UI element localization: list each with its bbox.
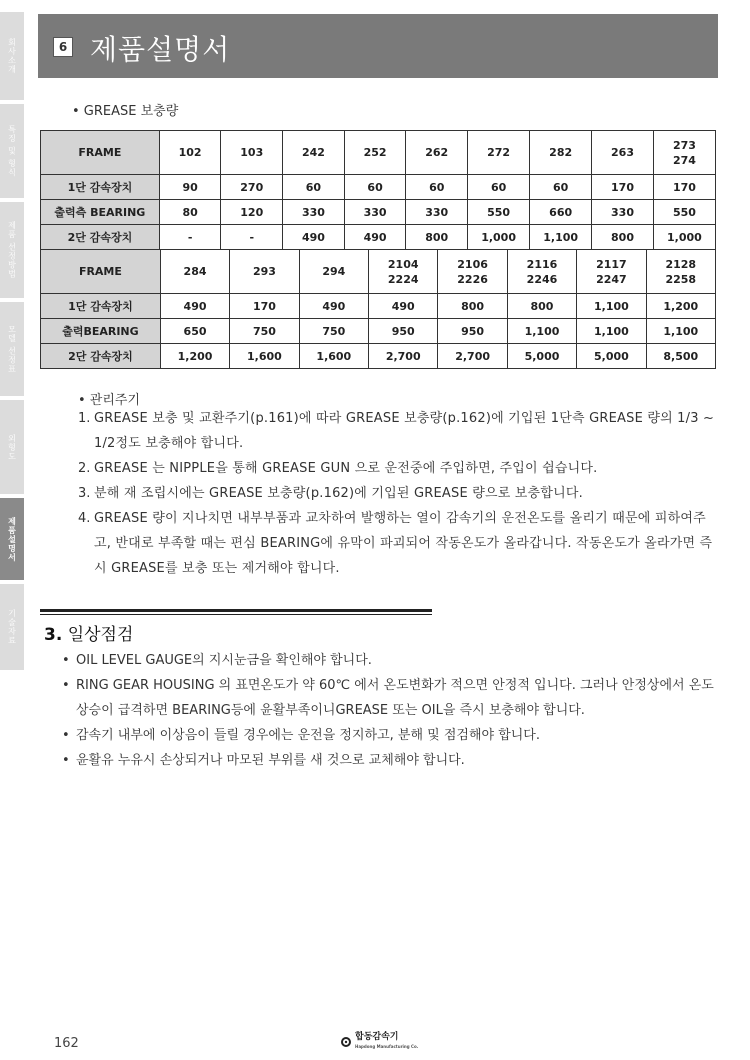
table-cell: 90 xyxy=(159,175,221,200)
table-cell: 550 xyxy=(468,200,530,225)
row-label: 출력BEARING xyxy=(41,319,161,344)
list-item xyxy=(62,723,722,748)
table-cell: 550 xyxy=(653,200,715,225)
list-number: 4. xyxy=(78,511,91,526)
bullet-icon: • xyxy=(62,753,70,768)
table-cell: 80 xyxy=(159,200,221,225)
table-cell: 330 xyxy=(406,200,468,225)
table-cell: 1,100 xyxy=(507,319,576,344)
list-text: 윤활유 누유시 손상되거나 마모된 부위를 새 것으로 교체해야 합니다. xyxy=(76,753,465,768)
grease-subtitle: • GREASE 보충량 xyxy=(72,104,179,119)
company-name-ko: 합동감속기 xyxy=(355,1032,399,1042)
section-header xyxy=(38,14,718,78)
table-cell: 330 xyxy=(283,200,345,225)
frame-value: 282 xyxy=(530,131,592,175)
frame-value: 2128 2258 xyxy=(646,250,715,294)
frame-value: 2116 2246 xyxy=(507,250,576,294)
side-tab[interactable]: 모델 선정표 xyxy=(0,302,24,396)
frame-label: FRAME xyxy=(41,250,161,294)
row-label: 출력측 BEARING xyxy=(41,200,160,225)
table-cell: 650 xyxy=(160,319,229,344)
table-cell: 120 xyxy=(221,200,283,225)
frame-value: 2104 2224 xyxy=(369,250,438,294)
table-cell: 490 xyxy=(369,294,438,319)
section-divider-thin xyxy=(40,614,432,615)
frame-value: 252 xyxy=(344,131,406,175)
frame-value: 242 xyxy=(283,131,345,175)
list-text: 감속기 내부에 이상음이 들릴 경우에는 운전을 정지하고, 분해 및 점검해야 합니다. xyxy=(76,728,541,743)
table-cell: 750 xyxy=(299,319,368,344)
table-cell: 2,700 xyxy=(438,344,507,369)
side-tab[interactable]: 제품설명서 xyxy=(0,498,24,580)
frame-value: 2106 2226 xyxy=(438,250,507,294)
section-divider xyxy=(40,609,432,612)
row-label: 2단 감속장치 xyxy=(41,225,160,250)
list-text: OIL LEVEL GAUGE의 지시눈금을 확인해야 합니다. xyxy=(76,653,372,668)
table-cell: - xyxy=(221,225,283,250)
list-item xyxy=(62,648,722,673)
page-number: 162 xyxy=(54,1036,79,1051)
row-label: 1단 감속장치 xyxy=(41,294,161,319)
frame-value: 294 xyxy=(299,250,368,294)
table-row xyxy=(41,344,716,369)
side-tab[interactable]: 기술자료 xyxy=(0,584,24,670)
grease-table-1 xyxy=(40,130,716,250)
list-text: RING GEAR HOUSING 의 표면온도가 약 60℃ 에서 온도변화가 적으면 안정적 입니다. 그러나 안정상에서 온도 상승이 급격하면 BEARING등에 윤활부족이니GREASE 또는 OIL을 즉시 보충해야 합니다. xyxy=(76,678,714,718)
table-cell: 60 xyxy=(530,175,592,200)
table-cell: 5,000 xyxy=(577,344,646,369)
table-row xyxy=(41,225,716,250)
page-title: 제품설명서 xyxy=(90,33,231,66)
row-label: 2단 감속장치 xyxy=(41,344,161,369)
frame-value: 293 xyxy=(230,250,299,294)
side-tab[interactable]: 외형도 xyxy=(0,400,24,494)
table-cell: 5,000 xyxy=(507,344,576,369)
table-cell: 2,700 xyxy=(369,344,438,369)
list-text: GREASE 보충 및 교환주기(p.161)에 따라 GREASE 보충량(p.162)에 기입된 1단측 GREASE 량의 1/3 ~ 1/2정도 보충해야 합니다. xyxy=(94,411,715,451)
bullet-icon: • xyxy=(62,678,70,693)
daily-check-list xyxy=(62,648,722,773)
list-item xyxy=(62,673,722,723)
company-name xyxy=(355,1032,418,1052)
table-cell: 170 xyxy=(592,175,654,200)
list-text: GREASE 는 NIPPLE을 통해 GREASE GUN 으로 운전중에 주입하면, 주입이 쉽습니다. xyxy=(94,461,598,476)
bullet-icon: • xyxy=(62,653,70,668)
gear-icon xyxy=(340,1036,352,1048)
table-cell: 1,200 xyxy=(646,294,715,319)
table-cell: 1,100 xyxy=(530,225,592,250)
table-cell: 750 xyxy=(230,319,299,344)
table-cell: 490 xyxy=(283,225,345,250)
list-text: 분해 재 조립시에는 GREASE 보충량(p.162)에 기입된 GREASE 량으로 보충합니다. xyxy=(94,486,583,501)
daily-check-title: 일상점검 xyxy=(67,625,134,645)
table-row xyxy=(41,200,716,225)
table-cell: 1,100 xyxy=(577,319,646,344)
company-logo xyxy=(340,1032,418,1052)
table-cell: - xyxy=(159,225,221,250)
maintenance-title: • 관리주기 xyxy=(78,393,141,408)
list-item xyxy=(78,481,718,506)
table-cell: 1,600 xyxy=(299,344,368,369)
frame-value: 284 xyxy=(160,250,229,294)
table-cell: 800 xyxy=(592,225,654,250)
bullet-icon: • xyxy=(62,728,70,743)
table-cell: 800 xyxy=(406,225,468,250)
table-cell: 270 xyxy=(221,175,283,200)
list-item xyxy=(78,406,718,456)
list-number: 1. xyxy=(78,411,91,426)
row-label: 1단 감속장치 xyxy=(41,175,160,200)
frame-value: 262 xyxy=(406,131,468,175)
side-tab[interactable]: 회사소개 xyxy=(0,12,24,100)
table-cell: 660 xyxy=(530,200,592,225)
side-tab[interactable]: 제품 선정방법 xyxy=(0,202,24,298)
frame-value: 103 xyxy=(221,131,283,175)
table-cell: 170 xyxy=(230,294,299,319)
table-row xyxy=(41,294,716,319)
list-item xyxy=(78,506,718,581)
list-item xyxy=(62,748,722,773)
section-number-badge: 6 xyxy=(53,37,73,57)
table-cell: 1,200 xyxy=(160,344,229,369)
table-cell: 950 xyxy=(369,319,438,344)
table-cell: 490 xyxy=(299,294,368,319)
table-cell: 330 xyxy=(592,200,654,225)
table-row xyxy=(41,175,716,200)
table-cell: 490 xyxy=(344,225,406,250)
table-cell: 800 xyxy=(507,294,576,319)
frame-header-row xyxy=(41,131,716,175)
daily-check-number: 3. xyxy=(44,625,63,645)
list-text: GREASE 량이 지나치면 내부부품과 교차하여 발행하는 열이 감속기의 운전온도를 올리기 때문에 피하여주고, 반대로 부족할 때는 편심 BEARING에 유막이 파괴되어 작동온도가 올라갑니다. 작동온도가 올라가면 즉시 GREASE를 보충 또는 제거해야 합니다. xyxy=(94,511,713,576)
company-name-en: Hapdong Manufacturing Co. xyxy=(355,1044,419,1049)
frame-value: 2117 2247 xyxy=(577,250,646,294)
frame-value: 102 xyxy=(159,131,221,175)
table-cell: 1,600 xyxy=(230,344,299,369)
table-cell: 1,000 xyxy=(653,225,715,250)
table-cell: 800 xyxy=(438,294,507,319)
frame-value: 273 274 xyxy=(653,131,715,175)
table-cell: 60 xyxy=(283,175,345,200)
list-number: 2. xyxy=(78,461,91,476)
table-cell: 170 xyxy=(653,175,715,200)
list-item xyxy=(78,456,718,481)
table-cell: 1,000 xyxy=(468,225,530,250)
table-cell: 8,500 xyxy=(646,344,715,369)
table-cell: 950 xyxy=(438,319,507,344)
table-cell: 60 xyxy=(468,175,530,200)
frame-value: 272 xyxy=(468,131,530,175)
side-tab[interactable]: 특징 및 형식 xyxy=(0,104,24,198)
table-cell: 60 xyxy=(406,175,468,200)
table-cell: 490 xyxy=(160,294,229,319)
frame-label: FRAME xyxy=(41,131,160,175)
list-number: 3. xyxy=(78,486,91,501)
table-cell: 60 xyxy=(344,175,406,200)
table-cell: 1,100 xyxy=(646,319,715,344)
grease-table-2 xyxy=(40,249,716,369)
frame-value: 263 xyxy=(592,131,654,175)
table-cell: 330 xyxy=(344,200,406,225)
daily-check-heading xyxy=(44,620,133,645)
frame-header-row xyxy=(41,250,716,294)
table-cell: 1,100 xyxy=(577,294,646,319)
maintenance-list xyxy=(78,406,718,581)
table-row xyxy=(41,319,716,344)
